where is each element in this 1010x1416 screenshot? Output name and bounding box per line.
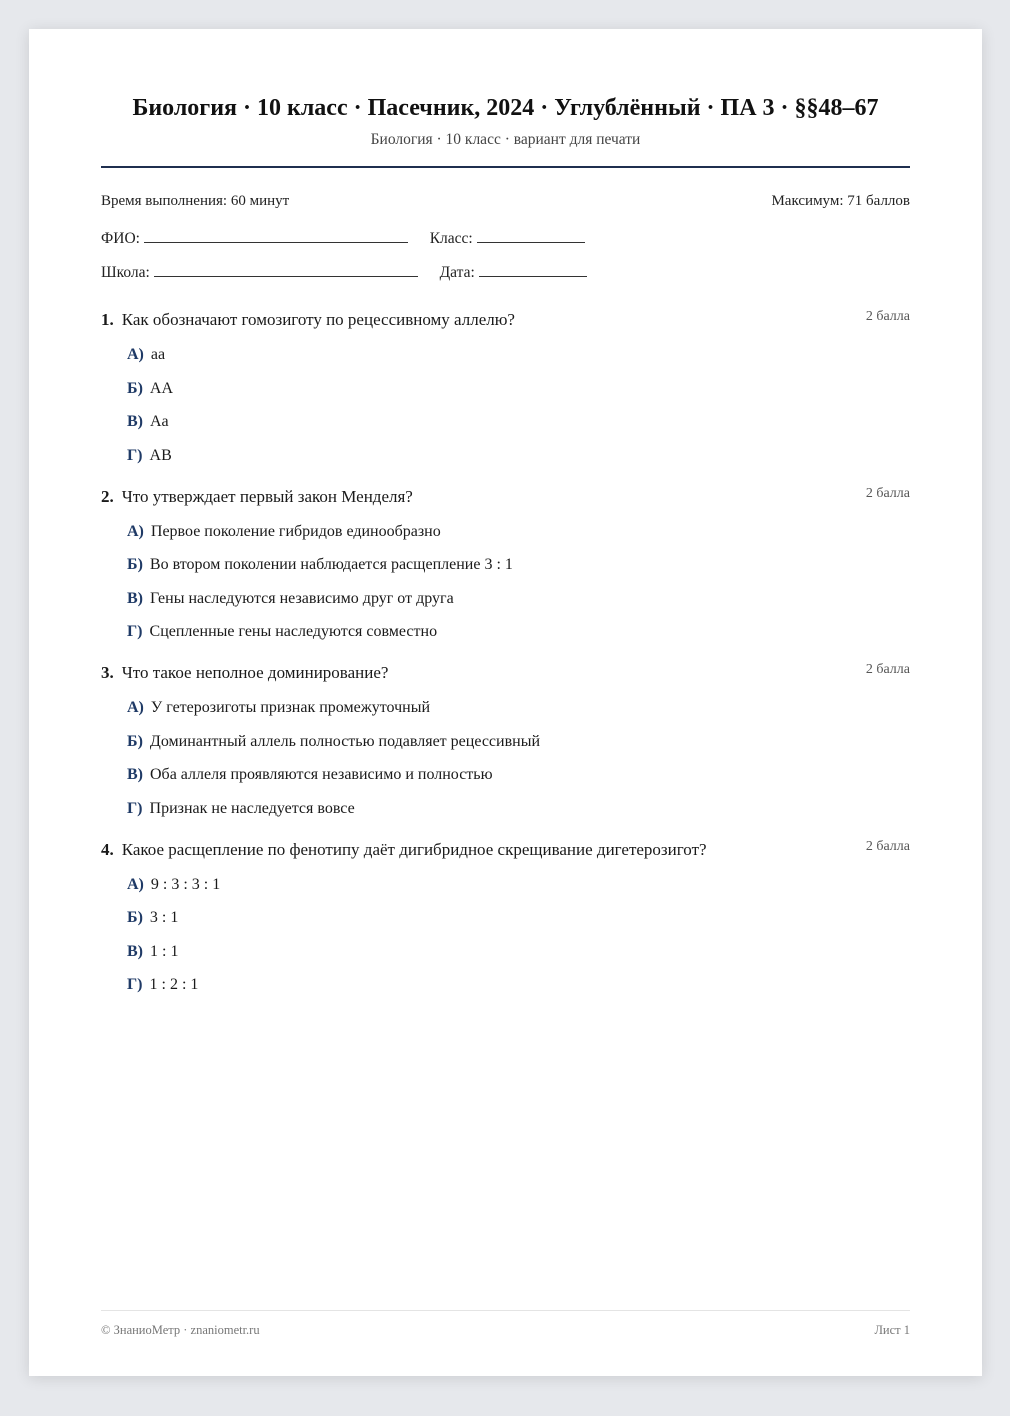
option-letter: Г)	[127, 623, 143, 640]
answer-option[interactable]	[127, 909, 910, 927]
answer-options	[101, 523, 910, 642]
question-header	[101, 310, 910, 330]
date-label: Дата:	[439, 264, 475, 281]
answer-options	[101, 699, 910, 818]
question-points: 2 балла	[865, 309, 910, 324]
answer-option[interactable]	[127, 447, 910, 465]
option-text: 3 : 1	[149, 909, 179, 926]
option-text: 1 : 1	[150, 942, 179, 960]
option-letter: Б)	[127, 556, 143, 573]
answer-option[interactable]	[127, 590, 910, 608]
option-letter: А)	[127, 699, 144, 716]
school-field[interactable]	[154, 260, 418, 277]
fio-class-row	[101, 226, 585, 248]
date-field[interactable]	[479, 260, 587, 277]
question-number: 4.	[101, 839, 114, 859]
question-header	[101, 487, 910, 507]
answer-option[interactable]	[127, 623, 910, 641]
option-letter: В)	[127, 589, 143, 607]
header-divider	[101, 166, 910, 168]
footer-sheet-number: Лист 1	[874, 1323, 910, 1337]
question-points: 2 балла	[865, 662, 910, 677]
option-letter: В)	[127, 413, 143, 430]
option-letter: А)	[127, 346, 144, 363]
option-text: AB	[149, 446, 172, 464]
option-text: 1 : 2 : 1	[149, 976, 199, 993]
question-3	[101, 663, 910, 818]
question-number: 1.	[101, 310, 114, 329]
option-letter: А)	[127, 522, 144, 540]
worksheet-page	[29, 29, 982, 1376]
option-letter: В)	[127, 766, 143, 783]
page-title: Биология · 10 класс · Пасечник, 2024 · Углублённый · ПА 3 · §§48–67	[132, 95, 879, 121]
page-footer	[101, 1323, 910, 1338]
question-1	[101, 310, 910, 465]
option-text: aa	[150, 346, 166, 363]
question-text: Какое расщепление по фенотипу даёт дигибридное скрещивание дигетерозигот?	[121, 839, 707, 859]
option-text: Оба аллеля проявляются независимо и полностью	[150, 766, 493, 783]
option-letter: Г)	[127, 446, 143, 464]
option-letter: А)	[127, 875, 144, 893]
option-letter: В)	[127, 942, 143, 960]
question-header	[101, 840, 910, 860]
question-number: 2.	[101, 486, 114, 506]
answer-option[interactable]	[127, 346, 910, 364]
question-points: 2 балла	[865, 838, 910, 854]
fio-label: ФИО:	[101, 230, 140, 247]
question-text: Что такое неполное доминирование?	[121, 663, 389, 682]
question-list	[101, 310, 910, 1016]
question-4	[101, 840, 910, 995]
option-text: Доминантный аллель полностью подавляет рецессивный	[149, 732, 541, 750]
question-text: Как обозначают гомозиготу по рецессивному аллелю?	[121, 310, 515, 329]
option-text: 9 : 3 : 3 : 1	[150, 875, 221, 893]
page-content	[101, 29, 910, 1376]
question-text: Что утверждает первый закон Менделя?	[121, 486, 413, 506]
meta-row	[101, 193, 910, 210]
answer-option[interactable]	[127, 800, 910, 818]
option-letter: Г)	[127, 976, 143, 993]
question-points: 2 балла	[865, 485, 910, 501]
max-score: Максимум: 71 баллов	[771, 193, 910, 209]
answer-option[interactable]	[127, 380, 910, 398]
question-header	[101, 663, 910, 683]
answer-options	[101, 876, 910, 995]
answer-option[interactable]	[127, 699, 910, 717]
school-label: Школа:	[101, 264, 150, 281]
option-text: Aa	[150, 413, 169, 430]
time-limit: Время выполнения: 60 минут	[101, 193, 290, 209]
answer-option[interactable]	[127, 876, 910, 894]
option-text: AA	[149, 379, 174, 397]
class-label: Класс:	[429, 230, 473, 247]
school-date-row	[101, 260, 587, 282]
answer-option[interactable]	[127, 976, 910, 994]
question-2	[101, 487, 910, 642]
option-text: Во втором поколении наблюдается расщепление 3 : 1	[149, 556, 513, 573]
option-text: У гетерозиготы признак промежуточный	[150, 699, 431, 716]
class-field[interactable]	[477, 226, 585, 243]
option-letter: Б)	[127, 379, 143, 397]
answer-options	[101, 346, 910, 465]
answer-option[interactable]	[127, 733, 910, 751]
answer-option[interactable]	[127, 943, 910, 961]
option-letter: Б)	[127, 909, 143, 926]
option-letter: Б)	[127, 732, 143, 750]
footer-copyright: © ЗнаниоМетр · znaniometr.ru	[101, 1323, 260, 1337]
question-number: 3.	[101, 663, 114, 682]
option-letter: Г)	[127, 799, 143, 817]
page-subtitle: Биология · 10 класс · вариант для печати	[370, 131, 641, 148]
option-text: Признак не наследуется вовсе	[149, 799, 355, 817]
answer-option[interactable]	[127, 523, 910, 541]
answer-option[interactable]	[127, 413, 910, 431]
footer-divider	[101, 1310, 910, 1311]
answer-option[interactable]	[127, 766, 910, 784]
answer-option[interactable]	[127, 556, 910, 574]
option-text: Первое поколение гибридов единообразно	[150, 522, 441, 540]
option-text: Сцепленные гены наследуются совместно	[149, 623, 438, 640]
fio-field[interactable]	[144, 226, 408, 243]
option-text: Гены наследуются независимо друг от друга	[150, 589, 454, 607]
